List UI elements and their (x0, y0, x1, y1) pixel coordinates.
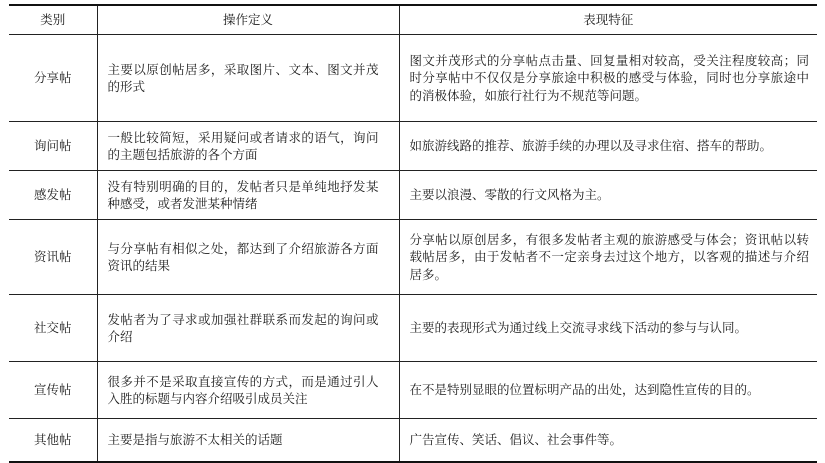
row-definition: 与分享帖有相似之处，都达到了介绍旅游各方面资讯的结果 (97, 220, 399, 295)
header-feature: 表现特征 (399, 5, 817, 35)
table-row (9, 122, 817, 171)
row-definition: 主要以原创帖居多，采取图片、文本、图文并茂的形式 (97, 35, 399, 122)
header-category: 类别 (9, 5, 97, 35)
row-definition: 主要是指与旅游不太相关的话题 (97, 419, 399, 463)
row-definition: 没有特别明确的目的，发帖者只是单纯地抒发某种感受，或者发泄某种情绪 (97, 171, 399, 220)
post-classification-table (9, 4, 817, 463)
classification-table-container (9, 4, 817, 463)
table-row (9, 171, 817, 220)
row-feature: 广告宣传、笑话、倡议、社会事件等。 (399, 419, 817, 463)
row-category: 询问帖 (9, 122, 97, 171)
table-header-row (9, 5, 817, 35)
row-category: 社交帖 (9, 295, 97, 362)
header-definition: 操作定义 (97, 5, 399, 35)
row-definition: 很多并不是采取直接宣传的方式，而是通过引人入胜的标题与内容介绍吸引成员关注 (97, 362, 399, 419)
row-category: 分享帖 (9, 35, 97, 122)
row-category: 感发帖 (9, 171, 97, 220)
row-feature: 图文并茂形式的分享帖点击量、回复量相对较高，受关注程度较高；同时分享帖中不仅仅是分享旅途中积极的感受与体验，同时也分享旅途中的消极体验，如旅行社行为不规范等问题。 (399, 35, 817, 122)
row-category: 资讯帖 (9, 220, 97, 295)
row-feature: 主要的表现形式为通过线上交流寻求线下活动的参与与认同。 (399, 295, 817, 362)
row-definition: 一般比较简短，采用疑问或者请求的语气，询问的主题包括旅游的各个方面 (97, 122, 399, 171)
row-category: 其他帖 (9, 419, 97, 463)
row-feature: 分享帖以原创居多，有很多发帖者主观的旅游感受与体会；资讯帖以转载帖居多，由于发帖者不一定亲身去过这个地方，以客观的描述与介绍居多。 (399, 220, 817, 295)
table-row (9, 295, 817, 362)
table-row (9, 220, 817, 295)
table-row (9, 35, 817, 122)
table-row (9, 419, 817, 463)
row-feature: 在不是特别显眼的位置标明产品的出处，达到隐性宣传的目的。 (399, 362, 817, 419)
row-feature: 如旅游线路的推荐、旅游手续的办理以及寻求住宿、搭车的帮助。 (399, 122, 817, 171)
row-definition: 发帖者为了寻求或加强社群联系而发起的询问或介绍 (97, 295, 399, 362)
row-feature: 主要以浪漫、零散的行文风格为主。 (399, 171, 817, 220)
table-row (9, 362, 817, 419)
row-category: 宣传帖 (9, 362, 97, 419)
